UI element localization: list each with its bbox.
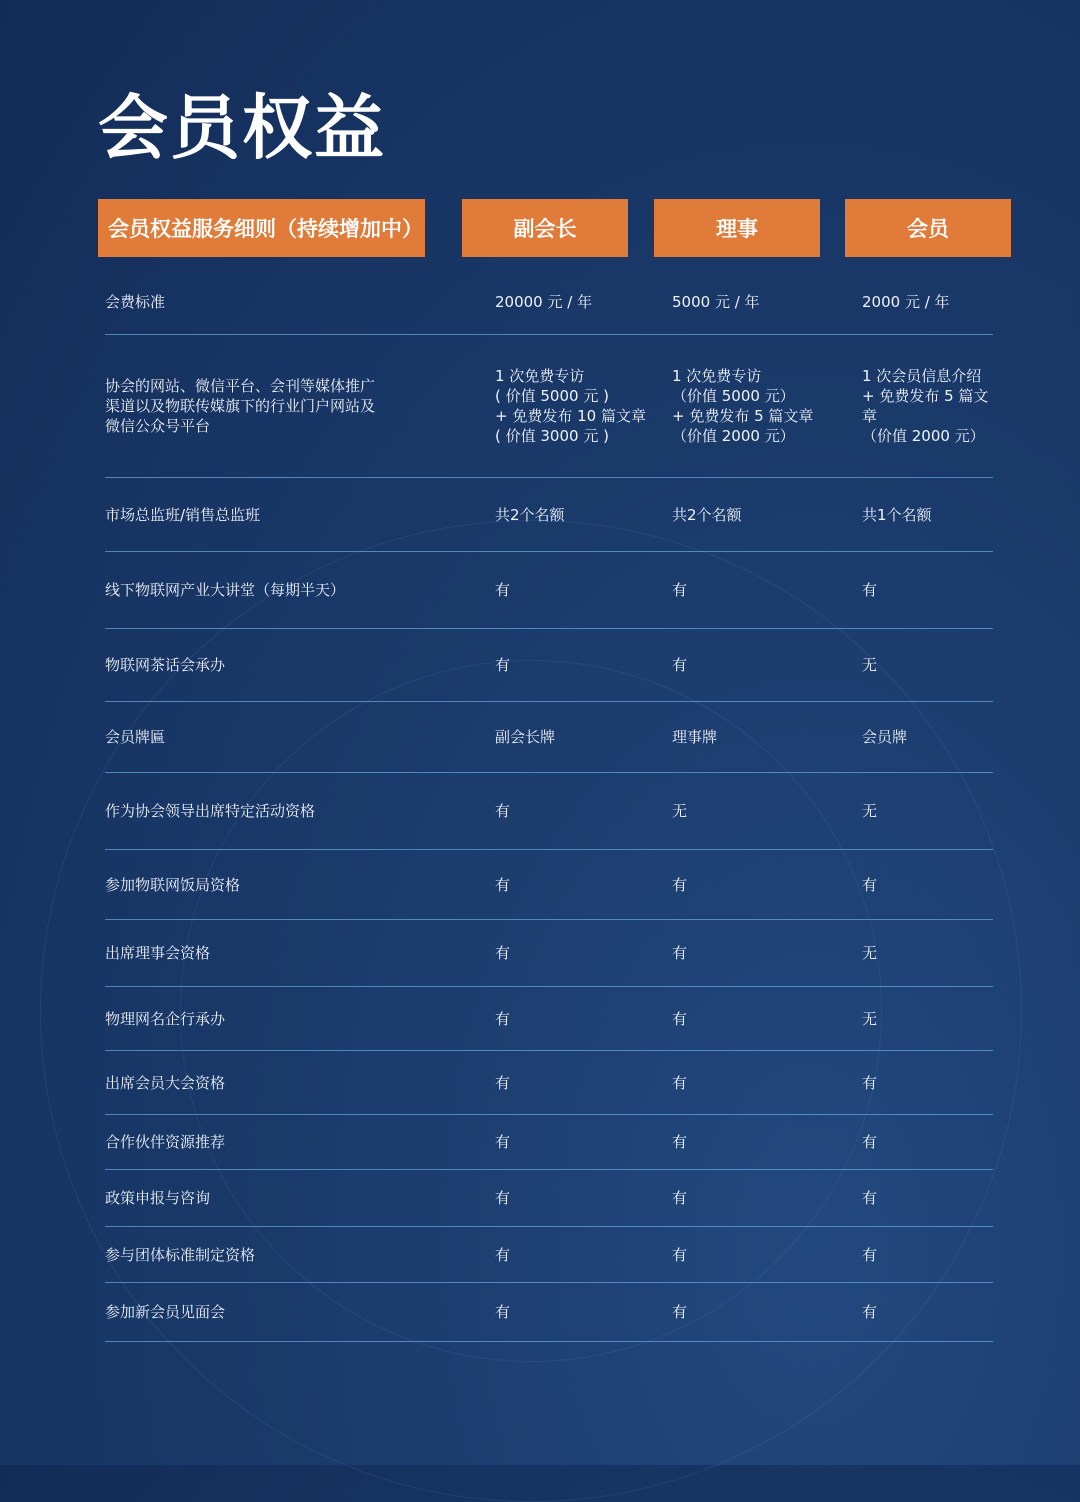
vice-president-value: 有 — [495, 1189, 511, 1207]
director-value: 有 — [672, 1133, 688, 1151]
member-value: 有 — [862, 1245, 878, 1264]
row-label: 线下物联网产业大讲堂（每期半天） — [105, 581, 346, 599]
table-row — [105, 552, 993, 629]
member-value: 有 — [862, 581, 878, 599]
table-row — [105, 1051, 993, 1115]
vice-president-value: 共2个名额 — [495, 505, 565, 524]
row-label: 参加新会员见面会 — [105, 1303, 226, 1321]
table-row — [105, 850, 993, 920]
row-label: 作为协会领导出席特定活动资格 — [105, 802, 316, 820]
director-value: 有 — [672, 1073, 688, 1092]
member-value: 有 — [862, 1133, 878, 1151]
vice-president-value: 1 次免费专访 ( 价值 5000 元 ) + 免费发布 10 篇文章 ( 价值 3000 元 ) — [495, 367, 646, 445]
member-value: 无 — [862, 802, 878, 820]
vice-president-value: 有 — [495, 802, 511, 820]
table-row — [105, 920, 993, 987]
header-member: 会员 — [845, 199, 1011, 257]
row-label: 市场总监班/销售总监班 — [105, 505, 261, 524]
member-value: 无 — [862, 656, 878, 674]
director-value: 有 — [672, 944, 688, 962]
director-value: 共2个名额 — [672, 505, 742, 524]
director-value: 理事牌 — [672, 728, 718, 746]
vice-president-value: 副会长牌 — [495, 728, 556, 746]
vice-president-value: 有 — [495, 1303, 511, 1321]
member-value: 2000 元 / 年 — [862, 293, 950, 311]
director-value: 有 — [672, 581, 688, 599]
director-value: 有 — [672, 1189, 688, 1207]
vice-president-value: 有 — [495, 1073, 511, 1092]
table-row — [105, 702, 993, 773]
table-row — [105, 629, 993, 702]
member-value: 1 次会员信息介绍 + 免费发布 5 篇文章 （价值 2000 元） — [862, 367, 989, 445]
table-row — [105, 773, 993, 850]
header-director: 理事 — [654, 199, 820, 257]
member-value: 有 — [862, 1189, 878, 1207]
director-value: 有 — [672, 656, 688, 674]
vice-president-value: 有 — [495, 1245, 511, 1264]
table-row — [105, 1283, 993, 1342]
row-label: 会员牌匾 — [105, 728, 166, 746]
member-value: 有 — [862, 1073, 878, 1092]
member-value: 有 — [862, 875, 878, 894]
row-label: 出席会员大会资格 — [105, 1073, 226, 1092]
director-value: 1 次免费专访 （价值 5000 元） + 免费发布 5 篇文章 （价值 2000 元） — [672, 367, 814, 445]
table-row — [105, 478, 993, 552]
director-value: 有 — [672, 1009, 688, 1028]
header-vice-president: 副会长 — [462, 199, 628, 257]
director-value: 有 — [672, 875, 688, 894]
table-row — [105, 1227, 993, 1283]
row-label: 协会的网站、微信平台、会刊等媒体推广 渠道以及物联传媒旗下的行业门户网站及 微信公众号平台 — [105, 377, 376, 435]
vice-president-value: 有 — [495, 875, 511, 894]
vice-president-value: 20000 元 / 年 — [495, 293, 593, 311]
member-value: 有 — [862, 1303, 878, 1321]
header-criteria: 会员权益服务细则（持续增加中） — [98, 199, 425, 257]
member-value: 无 — [862, 944, 878, 962]
table-row — [105, 1115, 993, 1170]
row-label: 会费标准 — [105, 293, 166, 311]
table-row — [105, 1170, 993, 1227]
row-label: 出席理事会资格 — [105, 944, 211, 962]
director-value: 5000 元 / 年 — [672, 293, 760, 311]
vice-president-value: 有 — [495, 656, 511, 674]
vice-president-value: 有 — [495, 944, 511, 962]
row-label: 参与团体标准制定资格 — [105, 1245, 256, 1264]
member-value: 无 — [862, 1009, 878, 1028]
member-value: 会员牌 — [862, 728, 908, 746]
table-row — [105, 335, 993, 478]
row-label: 参加物联网饭局资格 — [105, 875, 241, 894]
row-label: 物联网茶话会承办 — [105, 656, 226, 674]
row-label: 政策申报与咨询 — [105, 1189, 211, 1207]
director-value: 无 — [672, 802, 688, 820]
page-title: 会员权益 — [98, 87, 386, 169]
table-row — [105, 987, 993, 1051]
benefits-table — [105, 270, 993, 1342]
vice-president-value: 有 — [495, 1009, 511, 1028]
vice-president-value: 有 — [495, 1133, 511, 1151]
director-value: 有 — [672, 1303, 688, 1321]
table-row — [105, 270, 993, 335]
member-value: 共1个名额 — [862, 505, 932, 524]
row-label: 物理网名企行承办 — [105, 1009, 226, 1028]
director-value: 有 — [672, 1245, 688, 1264]
row-label: 合作伙伴资源推荐 — [105, 1133, 226, 1151]
vice-president-value: 有 — [495, 581, 511, 599]
